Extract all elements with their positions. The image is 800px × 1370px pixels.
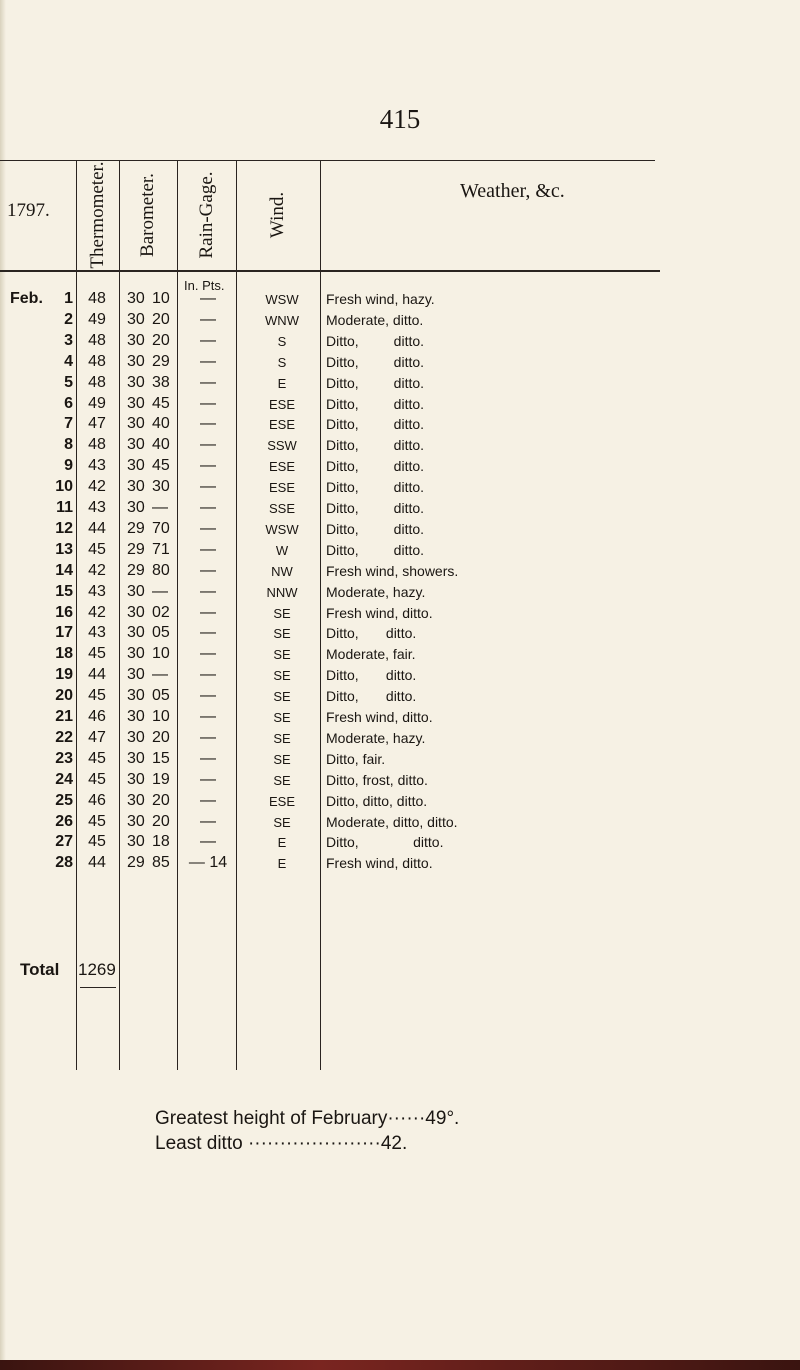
wind-cell: SE [273,814,291,830]
thermometer-cell: 43 [88,457,106,475]
weather-cell: Fresh wind, showers. [326,562,459,579]
rain-cell: — [200,791,216,809]
barometer-parts-cell: 70 [152,519,170,537]
day-cell: 10 [55,478,73,496]
rain-cell: — [200,645,216,663]
barometer-parts-cell: 80 [152,561,170,579]
wind-cell: E [277,375,287,391]
day-cell: 8 [64,436,73,454]
weather-cell: Fresh wind, ditto. [326,709,433,725]
barometer-parts-cell: 19 [152,770,170,788]
weather-cell: Moderate, hazy. [326,729,426,746]
thermometer-cell: 48 [88,373,106,391]
barometer-parts-cell: 71 [152,540,170,558]
barometer-parts-cell: 20 [152,331,170,349]
barometer-inches-cell: 30 [127,749,145,767]
rain-cell: — [200,728,216,746]
weather-cell: Ditto, ditto. [326,541,425,558]
year-header: 1797. [7,200,50,221]
barometer-parts-cell: 10 [152,645,170,663]
table-row [0,311,660,333]
page-edge-bottom [0,1360,800,1370]
barometer-parts-cell: 85 [152,854,170,872]
wind-cell: SE [273,605,291,621]
barometer-parts-cell: — [152,582,168,600]
table-row [0,415,660,437]
thermometer-cell: 42 [88,603,106,621]
wind-cell: SE [273,751,291,767]
day-cell: 16 [55,603,73,621]
rain-cell: — [200,331,216,349]
table-row [0,666,660,688]
summary-least: Least ditto ·····················42. [155,1133,408,1154]
wind-cell: ESE [268,480,295,496]
day-cell: 23 [55,749,73,767]
weather-cell: Ditto, ditto, ditto. [326,792,428,809]
barometer-inches-cell: 30 [127,373,145,391]
table-row [0,792,660,814]
weather-register-table [0,160,660,1070]
table-row [0,353,660,375]
wind-cell: SE [273,772,291,788]
rain-cell: — [200,687,216,705]
rain-cell: — [200,394,216,412]
barometer-inches-cell: 30 [127,624,145,642]
barometer-inches-cell: 29 [127,519,145,537]
barometer-inches-cell: 30 [127,603,145,621]
thermometer-header: Thermometer. [87,161,108,269]
barometer-parts-cell: 30 [152,478,170,496]
barometer-inches-cell: 30 [127,645,145,663]
weather-cell: Ditto, ditto. [326,479,425,496]
day-cell: 6 [64,394,73,412]
weather-cell: Ditto, ditto. [326,625,417,642]
wind-cell: SE [273,730,291,746]
day-cell: 4 [64,352,73,370]
total-row [0,960,200,984]
wind-cell: NW [271,563,293,579]
wind-cell: ESE [268,396,295,412]
barometer-inches-cell: 30 [127,478,145,496]
rain-cell: — [200,373,216,391]
table-row [0,478,660,500]
wind-cell: E [277,856,287,872]
barometer-parts-cell: 18 [152,833,170,851]
wind-cell: SSW [267,438,297,454]
table-row [0,771,660,793]
weather-cell: Ditto, ditto. [326,374,425,391]
wind-cell: S [277,333,287,349]
rain-cell: — [200,519,216,537]
rain-cell: — [200,290,216,307]
thermometer-cell: 46 [88,708,106,725]
day-cell: 27 [55,833,73,851]
wind-cell: SE [273,626,291,642]
thermometer-cell: 43 [88,624,106,642]
wind-cell: SE [273,689,291,705]
thermometer-cell: 45 [88,540,106,558]
thermometer-cell: 48 [88,352,106,370]
barometer-parts-cell: 40 [152,415,170,433]
wind-cell: SE [273,710,291,725]
day-cell: 18 [55,645,73,663]
day-cell: 7 [64,415,73,433]
weather-cell: Fresh wind, ditto. [326,604,433,621]
rain-cell: — [200,561,216,579]
thermometer-cell: 43 [88,582,106,600]
barometer-inches-cell: 29 [127,561,145,579]
thermometer-cell: 47 [88,415,106,433]
table-row [0,813,660,835]
rain-cell: — [200,310,216,328]
rain-cell: — [200,457,216,475]
wind-cell: WSW [265,292,299,307]
rain-gage-header: Rain-Gage. [196,171,217,259]
day-cell: 11 [56,499,73,516]
thermometer-cell: 49 [88,310,106,328]
thermometer-cell: 44 [88,666,106,684]
barometer-inches-cell: 30 [127,310,145,328]
weather-cell: Moderate, fair. [326,646,416,663]
rain-cell: — [200,833,216,851]
barometer-parts-cell: 10 [152,290,170,307]
barometer-parts-cell: — [152,499,168,516]
thermometer-cell: 44 [88,854,106,872]
wind-cell: WSW [265,521,299,537]
barometer-inches-cell: 30 [127,415,145,433]
thermometer-cell: 45 [88,833,106,851]
wind-cell: ESE [268,793,295,809]
barometer-inches-cell: 30 [127,394,145,412]
wind-cell: E [277,835,287,851]
wind-cell: NNW [266,584,298,600]
barometer-inches-cell: 30 [127,666,145,684]
barometer-inches-cell: 30 [127,457,145,475]
barometer-parts-cell: 02 [152,603,170,621]
barometer-parts-cell: 20 [152,728,170,746]
barometer-inches-cell: 30 [127,290,145,307]
barometer-parts-cell: 15 [152,749,170,767]
thermometer-cell: 45 [88,645,106,663]
thermometer-cell: 45 [88,687,106,705]
barometer-parts-cell: 29 [152,352,170,370]
barometer-inches-cell: 30 [127,791,145,809]
day-cell: 28 [55,854,73,872]
thermometer-cell: 42 [88,478,106,496]
day-cell: 13 [55,540,73,558]
table-row [0,374,660,396]
table-row [0,436,660,458]
thermometer-cell: 43 [88,499,106,516]
table-row [0,332,660,354]
barometer-parts-cell: 45 [152,394,170,412]
barometer-parts-cell: 38 [152,373,170,391]
weather-cell: Moderate, ditto. [326,311,424,328]
thermometer-cell: 45 [88,812,106,830]
rain-units-label: In. Pts. [184,278,225,293]
day-cell: 2 [64,310,73,328]
table-row [0,583,660,605]
weather-cell: Ditto, ditto. [326,332,425,349]
thermometer-cell: 48 [88,436,106,454]
wind-cell: SE [273,668,291,684]
wind-cell: ESE [268,417,295,433]
barometer-parts-cell: — [152,666,168,684]
table-row [0,395,660,417]
barometer-parts-cell: 10 [152,708,170,725]
barometer-inches-cell: 29 [127,540,145,558]
barometer-inches-cell: 30 [127,436,145,454]
thermometer-cell: 48 [88,290,106,307]
weather-cell: Ditto, frost, ditto. [326,771,428,788]
thermometer-cell: 45 [88,770,106,788]
rain-cell: — [200,812,216,830]
barometer-inches-cell: 30 [127,728,145,746]
day-cell: 24 [55,770,73,788]
thermometer-cell: 44 [88,519,106,537]
month-label: Feb. [10,290,43,307]
wind-cell: W [275,542,289,558]
weather-cell: Ditto, ditto. [326,353,425,370]
wind-header: Wind. [267,191,288,239]
wind-cell: ESE [268,459,295,475]
weather-cell: Ditto, ditto. [326,395,425,412]
weather-cell: Ditto, ditto. [326,834,444,851]
wind-cell: S [277,354,287,370]
wind-cell: WNW [265,312,299,328]
table-row [0,520,660,542]
day-cell: 17 [55,624,73,642]
weather-cell: Ditto, ditto. [326,520,425,537]
day-cell: 14 [55,561,73,579]
weather-cell: Ditto, ditto. [326,437,425,454]
table-row [0,290,660,312]
total-thermometer: 1269 [78,960,116,979]
rain-cell: — [200,478,216,496]
weather-cell: Ditto, ditto. [326,667,417,684]
barometer-parts-cell: 20 [152,310,170,328]
rain-cell: — [200,540,216,558]
barometer-parts-cell: 20 [152,791,170,809]
day-cell: 12 [55,519,73,537]
weather-cell: Moderate, ditto, ditto. [326,813,458,830]
table-row [0,604,660,626]
day-cell: 1 [64,290,73,307]
barometer-parts-cell: 05 [152,624,170,642]
weather-cell: Moderate, hazy. [326,583,426,600]
barometer-header: Barometer. [137,173,158,257]
barometer-parts-cell: 20 [152,812,170,830]
table-row [0,562,660,584]
barometer-parts-cell: 45 [152,457,170,475]
barometer-inches-cell: 30 [127,708,145,725]
rain-cell: — [200,499,216,516]
table-row [0,854,660,876]
rain-cell: — 14 [188,854,228,872]
rain-cell: — [200,603,216,621]
day-cell: 21 [55,708,73,725]
wind-cell: SSE [268,501,295,516]
page-number: 415 [379,104,421,134]
day-cell: 3 [64,331,73,349]
barometer-inches-cell: 30 [127,687,145,705]
weather-cell: Ditto, fair. [326,750,386,767]
rain-cell: — [200,624,216,642]
weather-cell: Ditto, ditto. [326,458,425,475]
table-row [0,729,660,751]
table-row [0,624,660,646]
rain-cell: — [200,666,216,684]
weather-cell: Ditto, ditto. [326,500,425,516]
rain-cell: — [200,708,216,725]
wind-cell: SE [273,647,291,663]
barometer-inches-cell: 30 [127,352,145,370]
day-cell: 19 [55,666,73,684]
day-cell: 5 [64,373,73,391]
table-row [0,687,660,709]
weather-header: Weather, &c. [460,180,565,202]
rain-cell: — [200,582,216,600]
day-cell: 25 [55,791,73,809]
table-row [0,499,660,521]
barometer-inches-cell: 29 [127,854,145,872]
rain-cell: — [200,436,216,454]
table-row [0,541,660,563]
weather-cell: Fresh wind, hazy. [326,291,435,307]
rain-cell: — [200,749,216,767]
table-row [0,708,660,730]
day-cell: 22 [55,728,73,746]
summary-greatest: Greatest height of February······49°. [155,1108,460,1129]
rain-cell: — [200,352,216,370]
thermometer-cell: 47 [88,728,106,746]
total-underline [80,987,116,988]
barometer-inches-cell: 30 [127,582,145,600]
day-cell: 26 [55,812,73,830]
rain-cell: — [200,415,216,433]
thermometer-cell: 49 [88,394,106,412]
barometer-inches-cell: 30 [127,812,145,830]
table-row [0,750,660,772]
weather-cell: Ditto, ditto. [326,688,417,705]
rain-cell: — [200,770,216,788]
total-label: Total [20,960,60,979]
thermometer-cell: 46 [88,791,106,809]
weather-cell: Ditto, ditto. [326,416,425,433]
day-cell: 15 [55,582,73,600]
table-row [0,457,660,479]
barometer-parts-cell: 40 [152,436,170,454]
thermometer-cell: 42 [88,561,106,579]
thermometer-cell: 48 [88,331,106,349]
table-row [0,833,660,855]
barometer-inches-cell: 30 [127,331,145,349]
barometer-parts-cell: 05 [152,687,170,705]
table-row [0,645,660,667]
barometer-inches-cell: 30 [127,770,145,788]
barometer-inches-cell: 30 [127,833,145,851]
weather-cell: Fresh wind, ditto. [326,855,433,872]
day-cell: 9 [64,457,73,475]
barometer-inches-cell: 30 [127,499,145,516]
day-cell: 20 [55,687,73,705]
thermometer-cell: 45 [88,749,106,767]
